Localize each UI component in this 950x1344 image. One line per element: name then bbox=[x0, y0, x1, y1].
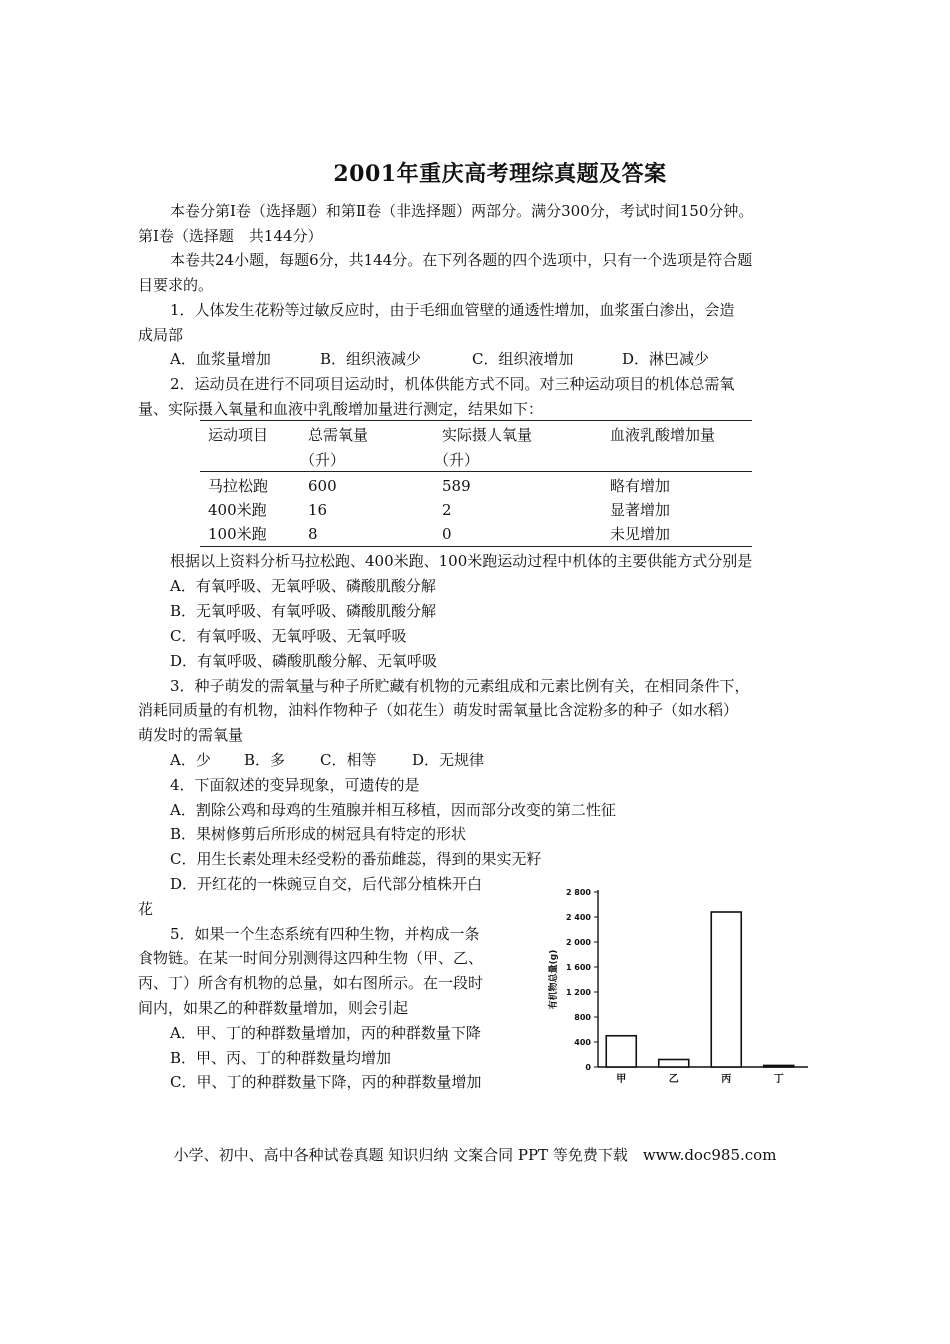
q4-option-c: C．用生长素处理未经受粉的番茄雌蕊，得到的果实无籽 bbox=[170, 850, 542, 868]
q5-stem: 5．如果一个生态系统有四种生物，并构成一条 bbox=[170, 925, 480, 943]
y-tick-label: 1 200 bbox=[565, 988, 591, 997]
q2-stem: 量、实际摄入氧量和血液中乳酸增加量进行测定，结果如下： bbox=[138, 400, 544, 418]
q1-option-d: D．淋巴减少 bbox=[622, 350, 710, 368]
table-header: 运动项目 bbox=[208, 426, 269, 444]
instructions-line: 目要求的。 bbox=[138, 276, 214, 294]
table-rule-top bbox=[200, 420, 752, 421]
table-cell: 显著增加 bbox=[610, 501, 671, 519]
q3-stem: 3．种子萌发的需氧量与种子所贮藏有机物的元素组成和元素比例有关，在相同条件下， bbox=[170, 677, 750, 695]
bar bbox=[711, 912, 741, 1067]
q2-option-a: A．有氧呼吸、无氧呼吸、磷酸肌酸分解 bbox=[170, 577, 436, 595]
q2-question: 根据以上资料分析马拉松跑、400米跑、100米跑运动过程中机体的主要供能方式分别是 bbox=[170, 552, 753, 570]
q2-option-d: D．有氧呼吸、磷酸肌酸分解、无氧呼吸 bbox=[170, 652, 438, 670]
q3-option-d: D．无规律 bbox=[412, 751, 485, 769]
bar bbox=[606, 1036, 636, 1067]
table-unit: （升） bbox=[300, 451, 346, 469]
q5-stem: 间内，如果乙的种群数量增加，则会引起 bbox=[138, 999, 409, 1017]
table-unit: （升） bbox=[434, 451, 480, 469]
q1-option-c: C．组织液增加 bbox=[472, 350, 574, 368]
q3-stem: 萌发时的需氧量 bbox=[138, 726, 244, 744]
table-cell: 未见增加 bbox=[610, 525, 671, 543]
intro-text: 本卷分第Ⅰ卷（选择题）和第Ⅱ卷（非选择题）两部分。满分300分，考试时间150分钟。 bbox=[170, 202, 754, 220]
q1-stem: 成局部 bbox=[138, 326, 184, 344]
q3-option-b: B．多 bbox=[244, 751, 286, 769]
x-tick-label: 甲 bbox=[616, 1074, 627, 1085]
table-header: 实际摄人氧量 bbox=[442, 426, 533, 444]
footer-text: 小学、初中、高中各种试卷真题 知识归纳 文案合同 PPT 等免费下载 www.doc985.com bbox=[173, 1146, 777, 1164]
q2-stem: 2．运动员在进行不同项目运动时，机体供能方式不同。对三种运动项目的机体总需氧 bbox=[170, 375, 735, 393]
table-cell: 略有增加 bbox=[610, 477, 671, 495]
q1-stem: 1．人体发生花粉等过敏反应时，由于毛细血管壁的通透性增加，血浆蛋白渗出，会造 bbox=[170, 301, 735, 319]
table-rule-mid bbox=[200, 471, 752, 472]
table-cell: 2 bbox=[442, 501, 452, 519]
q3-option-a: A．少 bbox=[170, 751, 211, 769]
q5-option-b: B．甲、丙、丁的种群数量均增加 bbox=[170, 1049, 392, 1067]
table-cell: 0 bbox=[442, 525, 452, 543]
table-cell: 589 bbox=[442, 477, 471, 495]
y-tick-label: 2 000 bbox=[565, 938, 591, 947]
table-rule-bottom bbox=[200, 546, 752, 547]
q3-stem: 消耗同质量的有机物，油料作物种子（如花生）萌发时需氧量比含淀粉多的种子（如水稻） bbox=[138, 701, 739, 719]
bar bbox=[659, 1060, 689, 1068]
y-tick-label: 800 bbox=[574, 1013, 591, 1022]
y-tick-label: 2 800 bbox=[565, 888, 591, 897]
y-tick-label: 0 bbox=[585, 1063, 591, 1072]
q5-stem: 食物链。在某一时间分别测得这四种生物（甲、乙、 bbox=[138, 949, 484, 967]
q3-option-c: C．相等 bbox=[320, 751, 377, 769]
instructions-line: 本卷共24小题，每题6分，共144分。在下列各题的四个选项中，只有一个选项是符合题 bbox=[170, 251, 753, 269]
table-header: 总需氧量 bbox=[308, 426, 369, 444]
q4-option-a: A．割除公鸡和母鸡的生殖腺并相互移植，因而部分改变的第二性征 bbox=[170, 801, 616, 819]
q1-option-b: B．组织液减少 bbox=[320, 350, 422, 368]
y-tick-label: 400 bbox=[574, 1038, 591, 1047]
x-tick-label: 丙 bbox=[721, 1074, 732, 1085]
bar bbox=[764, 1065, 794, 1067]
table-cell: 16 bbox=[308, 501, 328, 519]
table-cell: 100米跑 bbox=[208, 525, 267, 543]
page-title: 2001年重庆高考理综真题及答案 bbox=[333, 161, 667, 187]
q4-option-d-cont: 花 bbox=[138, 900, 154, 918]
y-tick-label: 1 600 bbox=[565, 963, 591, 972]
table-cell: 8 bbox=[308, 525, 318, 543]
x-tick-label: 丁 bbox=[773, 1074, 784, 1085]
table-cell: 600 bbox=[308, 477, 337, 495]
table-header: 血液乳酸增加量 bbox=[610, 426, 716, 444]
y-tick-label: 2 400 bbox=[565, 913, 591, 922]
section-heading: 第Ⅰ卷（选择题 共144分） bbox=[138, 227, 323, 245]
q4-option-d: D．开红花的一株豌豆自交，后代部分植株开白 bbox=[170, 875, 483, 893]
q2-option-b: B．无氧呼吸、有氧呼吸、磷酸肌酸分解 bbox=[170, 602, 437, 620]
y-axis-label: 有机物总量(g) bbox=[549, 949, 559, 1010]
table-cell: 马拉松跑 bbox=[208, 477, 269, 495]
q5-stem: 丙、丁）所含有机物的总量，如右图所示。在一段时 bbox=[138, 974, 484, 992]
q5-option-c: C．甲、丁的种群数量下降，丙的种群数量增加 bbox=[170, 1073, 482, 1091]
q1-option-a: A．血浆量增加 bbox=[170, 350, 271, 368]
q4-stem: 4．下面叙述的变异现象，可遗传的是 bbox=[170, 776, 420, 794]
q2-option-c: C．有氧呼吸、无氧呼吸、无氧呼吸 bbox=[170, 627, 407, 645]
x-tick-label: 乙 bbox=[668, 1074, 679, 1085]
table-cell: 400米跑 bbox=[208, 501, 267, 519]
q5-option-a: A．甲、丁的种群数量增加，丙的种群数量下降 bbox=[170, 1024, 481, 1042]
q4-option-b: B．果树修剪后所形成的树冠具有特定的形状 bbox=[170, 825, 467, 843]
organic-matter-bar-chart bbox=[538, 880, 818, 1090]
